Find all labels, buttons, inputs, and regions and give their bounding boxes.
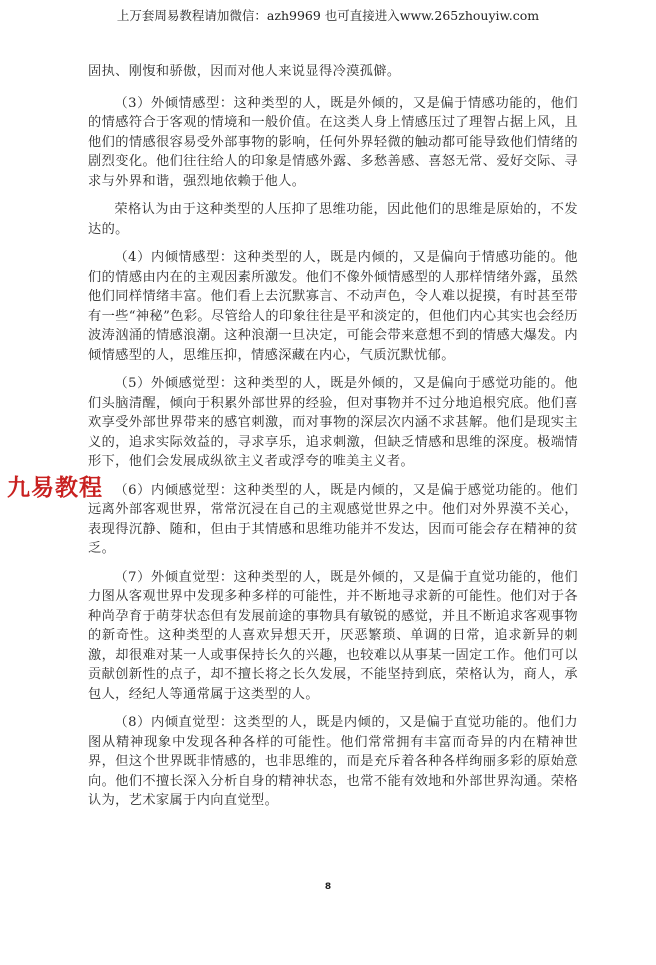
paragraph-extraverted-intuition: （7）外倾直觉型：这种类型的人，既是外倾的，又是偏于直觉功能的，他们力图从客观世界中发现多种多样的可能性，并不断地寻求新的可能性。他们对于各种尚孕育于萌芽状态但有发展前途的事物具有敏锐的感觉，并且不断追求客观事物的新奇性。这种类型的人喜欢异想天开，厌恶繁琐、单调的日常，追求新异的刺激，却很难对某一人或事保持长久的兴趣，也较难以从事某一固定工作。他们可以贡献创新性的点子，却不擅长将之长久发展，不能坚持到底，荣格认为，商人，承包人，经纪人等通常属于这类型的人。 bbox=[88, 569, 578, 702]
paragraph-extraverted-sensing: （5）外倾感觉型：这种类型的人，既是外倾的，又是偏向于感觉功能的。他们头脑清醒，倾向于积累外部世界的经验，但对事物并不过分地追根究底。他们喜欢享受外部世界带来的感官刺激，而对事物的深层次内涵不求甚解。他们是现实主义的，追求实际效益的，寻求享乐，追求刺激，但缺乏情感和思维的深度。极端情形下，他们会发展成纵欲主义者或浮夸的唯美主义者。 bbox=[88, 376, 578, 469]
header-banner: 上万套周易教程请加微信：azh9969 也可直接进入www.265zhouyiw.com bbox=[116, 8, 540, 23]
document-body bbox=[88, 62, 578, 820]
paragraph-continued: 固执、刚愎和骄傲，因而对他人来说显得冷漠孤僻。 bbox=[88, 64, 401, 79]
paragraph-jung-note: 荣格认为由于这种类型的人压抑了思维功能，因此他们的思维是原始的，不发达的。 bbox=[88, 202, 578, 237]
paragraph-introverted-intuition: （8）内倾直觉型：这类型的人，既是内倾的，又是偏于直觉功能的。他们力图从精神现象中发现各种各样的可能性。他们常常拥有丰富而奇异的内在精神世界，但这个世界既非情感的，也非思维的，而是充斥着各种各样绚丽多彩的原始意向。他们不擅长深入分析自身的精神状态，也常不能有效地和外部世界沟通。荣格认为，艺术家属于内向直觉型。 bbox=[88, 715, 578, 808]
paragraph-extraverted-feeling: （3）外倾情感型：这种类型的人，既是外倾的，又是偏于情感功能的，他们的情感符合于客观的情境和一般价值。在这类人身上情感压过了理智占据上风，且他们的情感很容易受外部事物的影响，任何外界轻微的触动都可能导致他们情绪的剧烈变化。他们往往给人的印象是情感外露、多愁善感、喜怒无常、爱好交际、寻求与外界和谐，强烈地依赖于他人。 bbox=[88, 95, 578, 189]
watermark-logo: 九易教程 bbox=[7, 475, 103, 501]
page-number: 8 bbox=[324, 882, 332, 892]
paragraph-introverted-sensing: （6）内倾感觉型：这种类型的人，既是内倾的，又是偏于感觉功能的。他们远离外部客观世界，常常沉浸在自己的主观感觉世界之中。他们对外界漠不关心，表现得沉静、随和，但由于其情感和思维功能并不发达，因而可能会存在精神的贫乏。 bbox=[88, 482, 578, 556]
paragraph-introverted-feeling: （4）内倾情感型：这种类型的人，既是内倾的，又是偏向于情感功能的。他们的情感由内在的主观因素所激发。他们不像外倾情感型的人那样情绪外露，虽然他们同样情绪丰富。他们看上去沉默寡言、不动声色，令人难以捉摸，有时甚至带有一些“神秘”色彩。尽管给人的印象往往是平和淡定的，但他们内心其实也会经历波涛汹涌的情感浪潮。这种浪潮一旦决定，可能会带来意想不到的情感大爆发。内倾情感型的人，思维压抑，情感深藏在内心，气质沉默忧郁。 bbox=[88, 250, 578, 363]
